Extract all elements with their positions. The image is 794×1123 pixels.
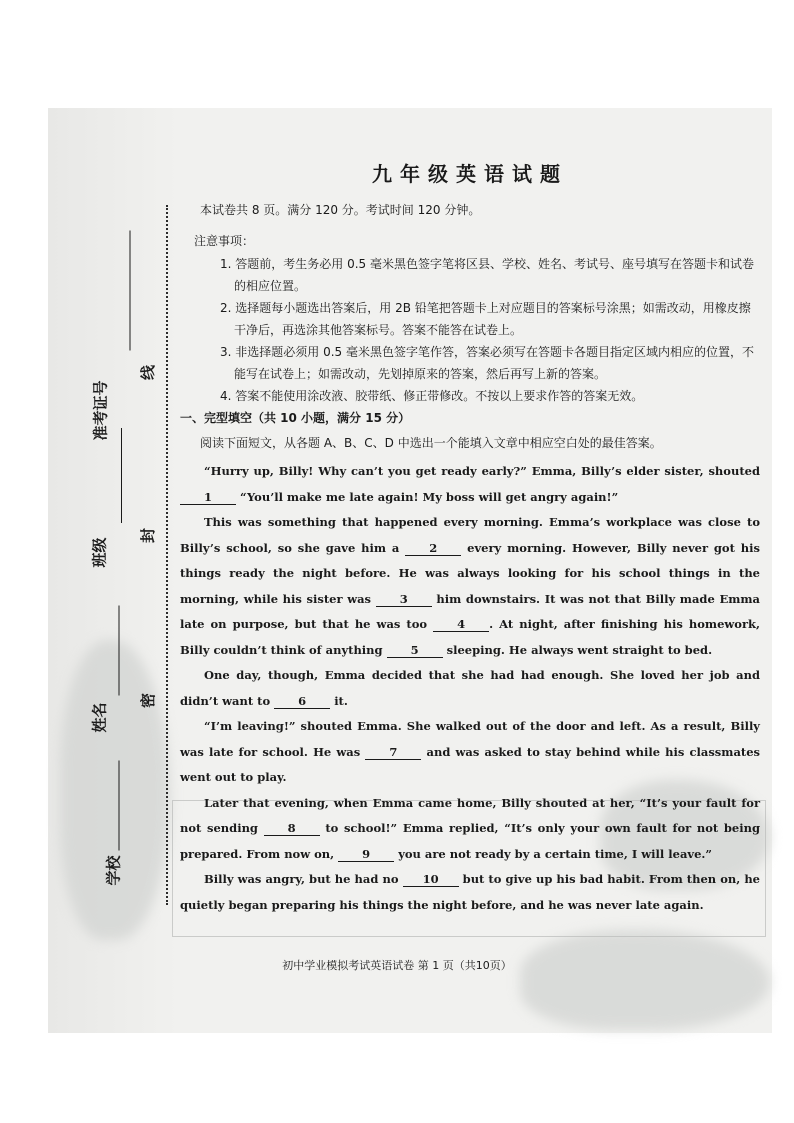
passage-text: “You’ll make me late again! My boss will get angry again!” — [240, 489, 619, 504]
blank-7: 7 — [365, 745, 421, 760]
section-title: 一、完型填空（共 10 小题，满分 15 分） — [180, 411, 411, 425]
blank-5: 5 — [387, 643, 443, 658]
passage-text: One day, though, Emma decided that she had had enough. She loved her job and didn’t want to — [180, 668, 760, 708]
blank-8: 8 — [264, 821, 320, 836]
seal-dotted-line — [166, 205, 168, 905]
class-label: 班级 — [90, 537, 109, 568]
passage-text: it. — [334, 693, 348, 708]
passage-text: Later that evening, when Emma came home, Billy shouted at her, “It’s your fault for not sending — [180, 795, 760, 835]
passage-text: every morning. However, Billy never got his things ready the night before. He was always looking for his school things in the morning, while his sister was — [180, 540, 760, 606]
page-title: 九年级英语试题 — [372, 162, 568, 186]
passage-text: “I’m leaving!” shouted Emma. She walked out of the door and left. As a result, Billy was late for school. He was — [180, 719, 760, 759]
school-blank — [119, 761, 120, 851]
exam-number-label: 准考证号 — [91, 380, 110, 441]
passage-text: sleeping. He always went straight to bed. — [446, 642, 713, 657]
name-label: 姓名 — [90, 702, 109, 733]
note-item: 3. 非选择题必须用 0.5 毫米黑色签字笔作答，答案必须写在答题卡各题目指定区域内相应的位置，不能写在试卷上；如需改动，先划掉原来的答案，然后再写上新的答案。 — [220, 345, 754, 381]
paper-stain — [520, 930, 770, 1030]
passage-text: and was asked to stay behind while his classmates went out to play. — [180, 744, 760, 784]
passage-text: . At night, after finishing his homework, Billy couldn’t think of anything — [180, 617, 760, 657]
seal-char-mi: 密 — [139, 692, 158, 709]
blank-10: 10 — [403, 872, 459, 887]
exam-intro: 本试卷共 8 页。满分 120 分。考试时间 120 分钟。 — [200, 203, 481, 217]
blank-6: 6 — [274, 694, 330, 709]
passage-text: Billy was angry, but he had no — [204, 872, 399, 886]
school-label: 学校 — [104, 855, 123, 886]
passage-paragraph — [180, 791, 760, 868]
passage-text: “Hurry up, Billy! Why can’t you get ready early?” Emma, Billy’s elder sister, shouted — [204, 464, 760, 478]
passage-paragraph — [180, 714, 760, 791]
note-item: 1. 答题前，考生务必用 0.5 毫米黑色签字笔将区县、学校、姓名、考试号、座号填写在答题卡和试卷的相应位置。 — [220, 257, 754, 293]
name-blank — [119, 606, 120, 696]
section-instruction: 阅读下面短文，从各题 A、B、C、D 中选出一个能填入文章中相应空白处的最佳答案。 — [200, 436, 662, 450]
passage-text: This was something that happened every morning. Emma’s workplace was close to Billy’s school, so she gave him a — [180, 515, 760, 555]
seal-char-xian: 线 — [139, 364, 158, 381]
passage-paragraph — [180, 663, 760, 714]
blank-1: 1 — [180, 490, 236, 505]
class-blank — [121, 428, 122, 523]
exam-number-blank — [130, 231, 131, 351]
passage-paragraph — [180, 867, 760, 918]
blank-3: 3 — [376, 592, 432, 607]
blank-4: 4 — [433, 617, 489, 632]
blank-9: 9 — [338, 847, 394, 862]
passage-text: to school!” Emma replied, “It’s only your own fault for not being prepared. From now on, — [180, 821, 760, 861]
note-item: 4. 答案不能使用涂改液、胶带纸、修正带修改。不按以上要求作答的答案无效。 — [220, 389, 644, 403]
note-item: 2. 选择题每小题选出答案后，用 2B 铅笔把答题卡上对应题目的答案标号涂黑；如需改动，用橡皮擦干净后，再选涂其他答案标号。答案不能答在试卷上。 — [220, 301, 751, 337]
exam-content — [180, 150, 760, 918]
notes-title: 注意事项： — [194, 234, 255, 248]
passage-text: you are not ready by a certain time, I will leave.” — [398, 846, 713, 861]
page-footer: 初中学业模拟考试英语试卷 第 1 页（共10页） — [282, 959, 512, 972]
blank-2: 2 — [405, 541, 461, 556]
passage-paragraph — [180, 459, 760, 510]
seal-char-feng: 封 — [139, 527, 158, 544]
passage-text: but to give up his bad habit. From then on, he quietly began preparing his things the night before, and he was never late again. — [180, 872, 760, 912]
passage-paragraph — [180, 510, 760, 663]
passage-text: him downstairs. It was not that Billy made Emma late on purpose, but that he was too — [180, 591, 760, 631]
